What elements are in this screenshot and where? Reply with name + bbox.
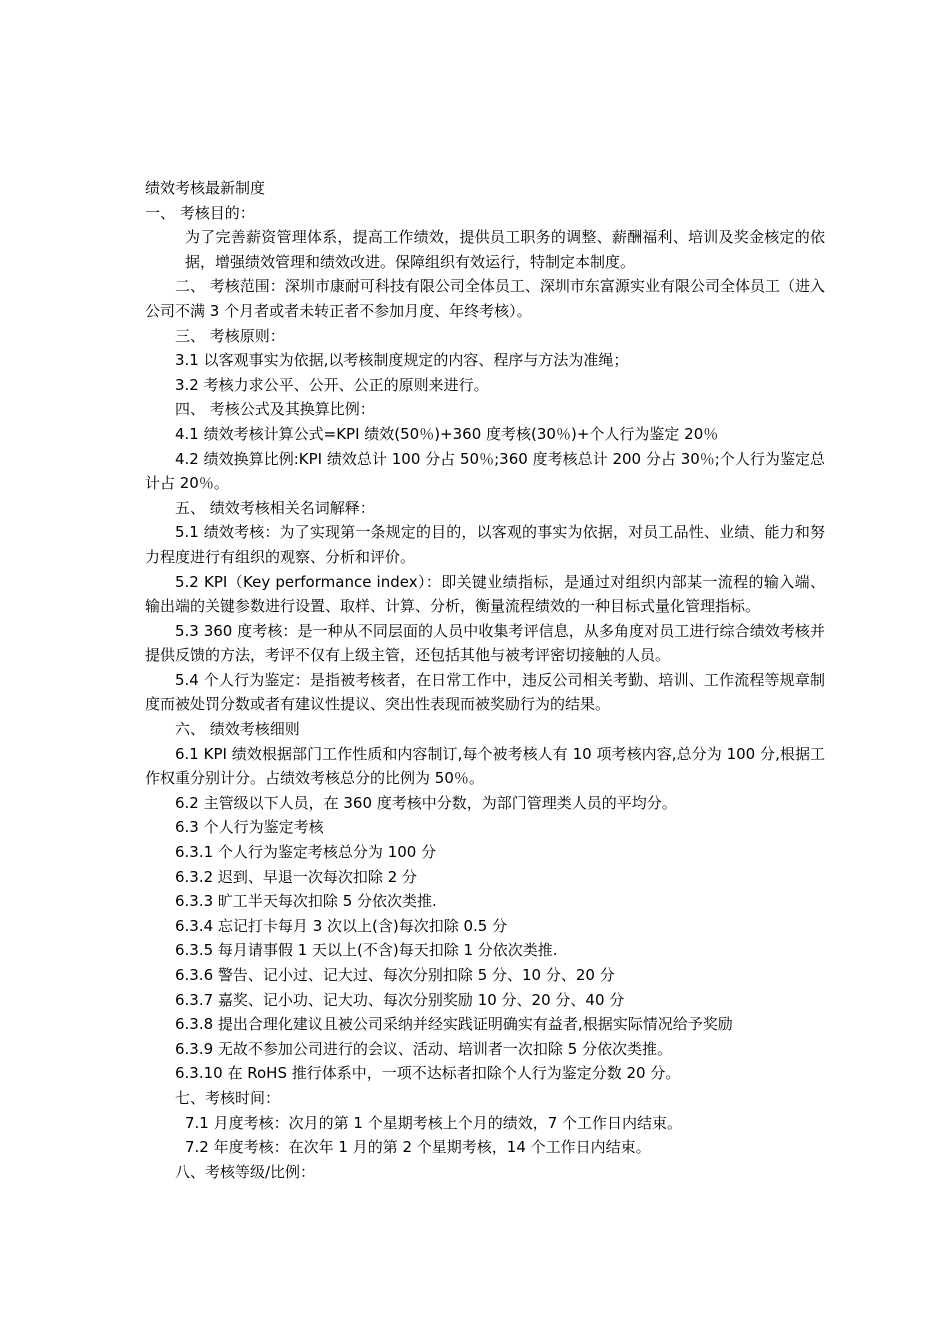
list-item-6-1: 6.1 KPI 绩效根据部门工作性质和内容制订,每个被考核人有 10 项考核内容,总分为 100 分,根据工作权重分别计分。占绩效考核总分的比例为 50％。 [145, 744, 825, 788]
list-item-6-3-3: 6.3.3 旷工半天每次扣除 5 分依次类推. [175, 892, 437, 911]
list-item-3-1: 3.1 以客观事实为依据,以考核制度规定的内容、程序与方法为准绳； [175, 351, 629, 370]
paragraph-scope: 二、 考核范围：深圳市康耐可科技有限公司全体员工、深圳市东富源实业有限公司全体员工（进入公司不满 3 个月者或者未转正者不参加月度、年终考核）。 [145, 277, 825, 320]
list-item-6-3-6: 6.3.6 警告、记小过、记大过、每次分别扣除 5 分、10 分、20 分 [175, 966, 615, 984]
list-item-5-3: 5.3 360 度考核：是一种从不同层面的人员中收集考评信息，从多角度对员工进行综合绩效考核并提供反馈的方法，考评不仅有上级主管，还包括其他与被考评密切接触的人员。 [145, 621, 825, 665]
section-heading-3: 三、 考核原则： [175, 326, 285, 345]
list-item-6-3-9: 6.3.9 无故不参加公司进行的会议、活动、培训者一次扣除 5 分依次类推。 [175, 1039, 673, 1058]
list-item-6-3-10: 6.3.10 在 RoHS 推行体系中，一项不达标者扣除个人行为鉴定分数 20 分。 [175, 1064, 681, 1083]
list-item-6-3-8: 6.3.8 提出合理化建议且被公司采纳并经实践证明确实有益者,根据实际情况给予奖励 [175, 1015, 733, 1034]
list-item-6-3-4: 6.3.4 忘记打卡每月 3 次以上(含)每次扣除 0.5 分 [175, 916, 508, 935]
list-item-3-2: 3.2 考核力求公平、公开、公正的原则来进行。 [175, 375, 489, 394]
section-heading-6: 六、 绩效考核细则 [175, 720, 300, 739]
section-heading-1: 一、 考核目的： [145, 203, 255, 222]
list-item-4-2: 4.2 绩效换算比例:KPI 绩效总计 100 分占 50％;360 度考核总计 200 分占 30％;个人行为鉴定总计占 20％。 [145, 449, 825, 493]
section-heading-4: 四、 考核公式及其换算比例： [175, 400, 375, 419]
section-heading-8: 八、考核等级/比例： [175, 1162, 316, 1181]
list-item-5-2: 5.2 KPI（Key performance index）：即关键业绩指标，是通过对组织内部某一流程的输入端、输出端的关键参数进行设置、取样、计算、分析，衡量流程绩效的一种目标式量化管理指标。 [145, 572, 825, 616]
section-heading-7: 七、考核时间： [175, 1088, 281, 1107]
list-item-5-1: 5.1 绩效考核：为了实现第一条规定的目的，以客观的事实为依据，对员工品性、业绩、能力和努力程度进行有组织的观察、分析和评价。 [145, 523, 825, 566]
list-item-6-3-2: 6.3.2 迟到、早退一次每次扣除 2 分 [175, 867, 418, 886]
section-heading-5: 五、 绩效考核相关名词解释： [175, 498, 375, 517]
list-item-6-3-7: 6.3.7 嘉奖、记小功、记大功、每次分别奖励 10 分、20 分、40 分 [175, 990, 625, 1009]
list-item-4-1: 4.1 绩效考核计算公式=KPI 绩效(50％)+360 度考核(30％)+个人行为鉴定 20％ [175, 424, 719, 443]
list-item-5-4: 5.4 个人行为鉴定：是指被考核者，在日常工作中，违反公司相关考勤、培训、工作流程等规章制度而被处罚分数或者有建议性提议、突出性表现而被奖励行为的结果。 [145, 670, 825, 714]
list-item-6-3-5: 6.3.5 每月请事假 1 天以上(不含)每天扣除 1 分依次类推. [175, 941, 558, 960]
paragraph-purpose: 为了完善薪资管理体系，提高工作绩效，提供员工职务的调整、薪酬福利、培训及奖金核定的依据，增强绩效管理和绩效改进。保障组织有效运行，特制定本制度。 [185, 228, 825, 271]
list-item-6-3-1: 6.3.1 个人行为鉴定考核总分为 100 分 [175, 843, 437, 862]
list-item-6-3: 6.3 个人行为鉴定考核 [175, 818, 324, 837]
list-item-6-2: 6.2 主管级以下人员，在 360 度考核中分数，为部门管理类人员的平均分。 [175, 793, 677, 812]
document-title: 绩效考核最新制度 [145, 179, 266, 197]
document-body [145, 176, 825, 1184]
list-item-7-2: 7.2 年度考核：在次年 1 月的第 2 个星期考核，14 个工作日内结束。 [185, 1138, 651, 1157]
list-item-7-1: 7.1 月度考核：次月的第 1 个星期考核上个月的绩效，7 个工作日内结束。 [185, 1113, 683, 1132]
